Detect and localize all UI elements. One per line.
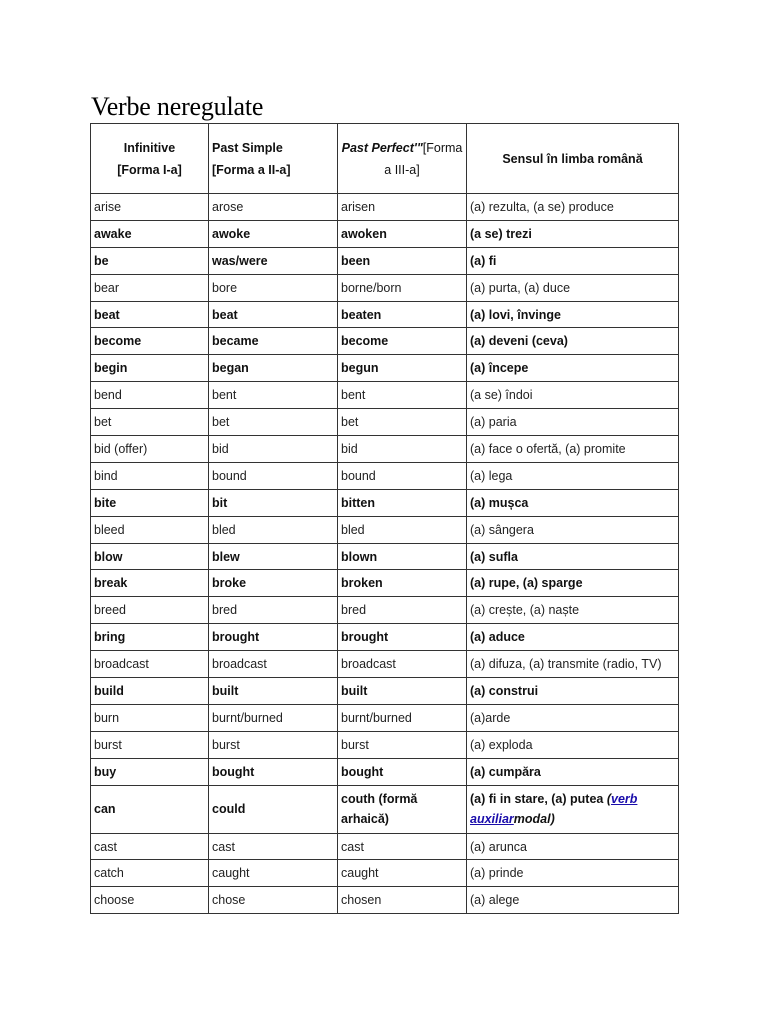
table-row	[91, 887, 679, 914]
meaning-paren: (	[606, 792, 612, 807]
cell-past-simple: bit	[209, 489, 338, 516]
table-body-can	[91, 785, 679, 833]
cell-infinitive: bend	[91, 382, 209, 409]
cell-past-participle: bound	[338, 462, 467, 489]
cell-past-participle: bled	[338, 516, 467, 543]
cell-meaning: (a) cumpăra	[467, 758, 679, 785]
cell-infinitive: bind	[91, 462, 209, 489]
cell-past-participle: bid	[338, 436, 467, 463]
cell-past-participle: borne/born	[338, 274, 467, 301]
cell-past-simple: bid	[209, 436, 338, 463]
cell-past-participle: burst	[338, 731, 467, 758]
cell-infinitive: bring	[91, 624, 209, 651]
cell-meaning: (a) crește, (a) naște	[467, 597, 679, 624]
cell-past-simple: began	[209, 355, 338, 382]
cell-infinitive: burst	[91, 731, 209, 758]
cell-past-simple: became	[209, 328, 338, 355]
cell-past-participle: arisen	[338, 194, 467, 221]
cell-past-participle: been	[338, 247, 467, 274]
cell-past-simple: bore	[209, 274, 338, 301]
cell-infinitive: bet	[91, 409, 209, 436]
table-row	[91, 247, 679, 274]
cell-meaning: (a) exploda	[467, 731, 679, 758]
cell-past-participle: awoken	[338, 220, 467, 247]
cell-meaning: (a) alege	[467, 887, 679, 914]
cell-meaning: (a) arunca	[467, 833, 679, 860]
table-row	[91, 301, 679, 328]
cell-past-participle: broadcast	[338, 651, 467, 678]
cell-past-simple: bred	[209, 597, 338, 624]
header-past-simple-label: Past Simple	[212, 140, 283, 155]
cell-meaning: (a) mușca	[467, 489, 679, 516]
table-row	[91, 194, 679, 221]
cell-past-simple: bent	[209, 382, 338, 409]
cell-meaning: (a) sângera	[467, 516, 679, 543]
cell-past-participle: bought	[338, 758, 467, 785]
cell-past-simple: bought	[209, 758, 338, 785]
header-infinitive-label: Infinitive	[123, 140, 176, 155]
cell-meaning: (a) începe	[467, 355, 679, 382]
cell-past-simple: bet	[209, 409, 338, 436]
cell-past-simple: cast	[209, 833, 338, 860]
table-row	[91, 436, 679, 463]
table-row	[91, 220, 679, 247]
table-row	[91, 489, 679, 516]
cell-infinitive: bleed	[91, 516, 209, 543]
cell-past-simple: built	[209, 678, 338, 705]
cell-past-simple: could	[209, 785, 338, 833]
cell-meaning	[467, 785, 679, 833]
cell-meaning: (a se) trezi	[467, 220, 679, 247]
cell-meaning: (a) sufla	[467, 543, 679, 570]
cell-meaning: (a se) îndoi	[467, 382, 679, 409]
cell-past-simple: arose	[209, 194, 338, 221]
irregular-verbs-table	[90, 123, 679, 914]
cell-infinitive: begin	[91, 355, 209, 382]
cell-past-participle: brought	[338, 624, 467, 651]
table-row	[91, 731, 679, 758]
cell-meaning: (a) lega	[467, 462, 679, 489]
cell-past-participle: broken	[338, 570, 467, 597]
table-row	[91, 833, 679, 860]
cell-infinitive: become	[91, 328, 209, 355]
cell-meaning: (a) face o ofertă, (a) promite	[467, 436, 679, 463]
table-row	[91, 409, 679, 436]
cell-past-simple: broke	[209, 570, 338, 597]
table-row	[91, 597, 679, 624]
header-past-simple	[209, 124, 338, 194]
cell-infinitive: beat	[91, 301, 209, 328]
header-past-participle-label: Past Perfect'"	[341, 140, 423, 155]
cell-past-participle: beaten	[338, 301, 467, 328]
cell-past-participle: couth (formă arhaică)	[338, 785, 467, 833]
header-past-participle-form: [Forma a III-a]	[384, 140, 463, 177]
cell-past-simple: caught	[209, 860, 338, 887]
cell-meaning: (a) construi	[467, 678, 679, 705]
cell-infinitive: arise	[91, 194, 209, 221]
cell-past-participle: blown	[338, 543, 467, 570]
cell-meaning: (a) prinde	[467, 860, 679, 887]
cell-infinitive: bid (offer)	[91, 436, 209, 463]
meaning-text: (a) fi in stare, (a) putea	[470, 792, 607, 807]
table-body-main	[91, 194, 679, 786]
cell-infinitive: break	[91, 570, 209, 597]
cell-meaning: (a) deveni (ceva)	[467, 328, 679, 355]
header-past-simple-form: [Forma a II-a]	[212, 162, 291, 177]
table-row	[91, 570, 679, 597]
cell-past-participle: built	[338, 678, 467, 705]
table-row	[91, 462, 679, 489]
cell-past-participle: caught	[338, 860, 467, 887]
header-infinitive-form: [Forma I-a]	[117, 162, 182, 177]
cell-meaning: (a) purta, (a) duce	[467, 274, 679, 301]
cell-past-participle: bent	[338, 382, 467, 409]
cell-infinitive: burn	[91, 704, 209, 731]
page-title: Verbe neregulate	[91, 92, 264, 121]
table-row	[91, 624, 679, 651]
cell-infinitive: bear	[91, 274, 209, 301]
table-row	[91, 860, 679, 887]
cell-past-simple: broadcast	[209, 651, 338, 678]
cell-infinitive: catch	[91, 860, 209, 887]
cell-infinitive: bite	[91, 489, 209, 516]
cell-past-simple: blew	[209, 543, 338, 570]
cell-past-participle: begun	[338, 355, 467, 382]
cell-past-simple: brought	[209, 624, 338, 651]
table-row	[91, 382, 679, 409]
cell-infinitive: blow	[91, 543, 209, 570]
cell-meaning: (a) fi	[467, 247, 679, 274]
meaning-suffix: modal)	[513, 812, 555, 827]
cell-meaning: (a) paria	[467, 409, 679, 436]
cell-infinitive: choose	[91, 887, 209, 914]
cell-past-simple: burst	[209, 731, 338, 758]
cell-past-simple: burnt/burned	[209, 704, 338, 731]
cell-past-simple: was/were	[209, 247, 338, 274]
table-row	[91, 274, 679, 301]
table-row	[91, 543, 679, 570]
cell-infinitive: be	[91, 247, 209, 274]
cell-past-participle: burnt/burned	[338, 704, 467, 731]
table-row	[91, 785, 679, 833]
cell-past-participle: bitten	[338, 489, 467, 516]
cell-past-participle: become	[338, 328, 467, 355]
table-row	[91, 704, 679, 731]
cell-meaning: (a)arde	[467, 704, 679, 731]
cell-infinitive: buy	[91, 758, 209, 785]
cell-past-participle: bred	[338, 597, 467, 624]
verb-auxiliar-link[interactable]: verb auxiliar	[470, 792, 638, 827]
cell-meaning: (a) difuza, (a) transmite (radio, TV)	[467, 651, 679, 678]
cell-meaning: (a) aduce	[467, 624, 679, 651]
cell-past-participle: cast	[338, 833, 467, 860]
cell-infinitive: awake	[91, 220, 209, 247]
cell-infinitive: can	[91, 785, 209, 833]
cell-past-participle: chosen	[338, 887, 467, 914]
header-infinitive	[91, 124, 209, 194]
cell-past-simple: beat	[209, 301, 338, 328]
cell-past-participle: bet	[338, 409, 467, 436]
cell-past-simple: bound	[209, 462, 338, 489]
cell-infinitive: breed	[91, 597, 209, 624]
cell-meaning: (a) lovi, învinge	[467, 301, 679, 328]
cell-meaning: (a) rupe, (a) sparge	[467, 570, 679, 597]
table-row	[91, 758, 679, 785]
table-row	[91, 678, 679, 705]
table-row	[91, 328, 679, 355]
cell-infinitive: build	[91, 678, 209, 705]
cell-infinitive: broadcast	[91, 651, 209, 678]
cell-past-simple: chose	[209, 887, 338, 914]
header-past-participle	[338, 124, 467, 194]
table-row	[91, 651, 679, 678]
cell-meaning: (a) rezulta, (a se) produce	[467, 194, 679, 221]
header-meaning: Sensul în limba română	[467, 124, 679, 194]
cell-past-simple: bled	[209, 516, 338, 543]
table-row	[91, 355, 679, 382]
table-row	[91, 516, 679, 543]
table-header-row	[91, 124, 679, 194]
cell-past-simple: awoke	[209, 220, 338, 247]
table-body-after	[91, 833, 679, 914]
cell-infinitive: cast	[91, 833, 209, 860]
